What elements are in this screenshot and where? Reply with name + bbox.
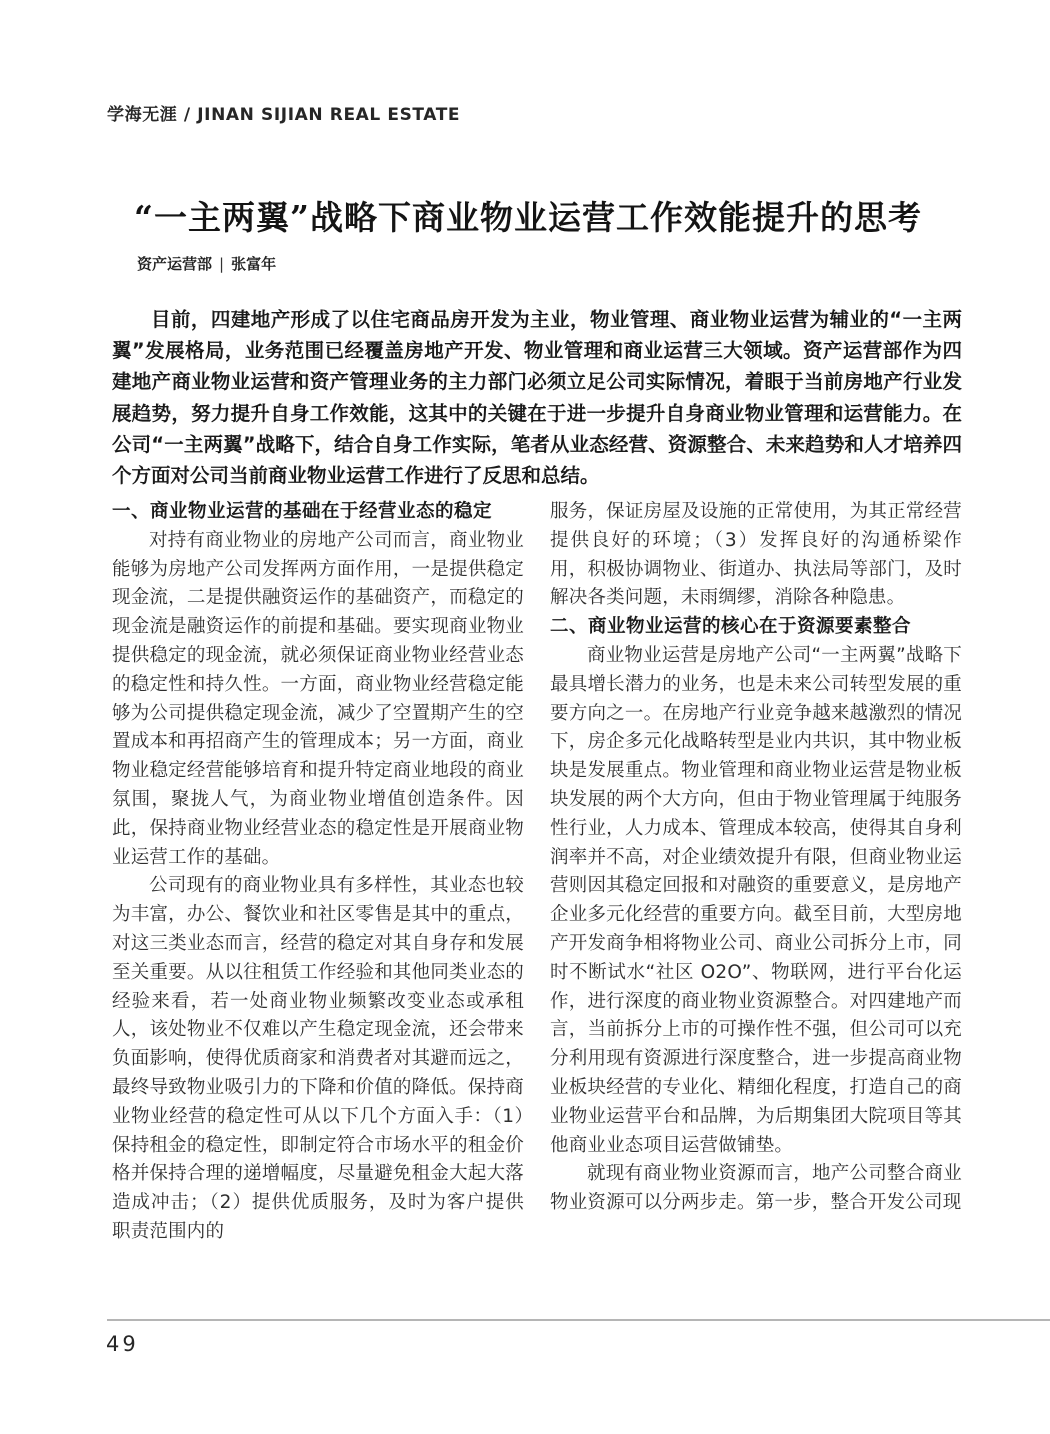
- page-number: 49: [106, 1332, 139, 1356]
- section-2-paragraph-1: 商业物业运营是房地产公司“一主两翼”战略下最具增长潜力的业务，也是未来公司转型发展的重要方向之一。在房地产行业竞争越来越激烈的情况下，房企多元化战略转型是业内共识，其中物业板块是发展重点。物业管理和商业物业运营是物业板块发展的两个大方向，但由于物业管理属于纯服务性行业，人力成本、管理成本较高，使得其自身利润率并不高，对企业绩效提升有限，但商业物业运营则因其稳定回报和对融资的重要意义，是房地产企业多元化经营的重要方向。截至目前，大型房地产开发商争相将物业公司、商业公司拆分上市，同时不断试水“社区 O2O”、物联网，进行平台化运作，进行深度的商业物业资源整合。对四建地产而言，当前拆分上市的可操作性不强，但公司可以充分利用现有资源进行深度整合，进一步提高商业物业板块经营的专业化、精细化程度，打造自己的商业物业运营平台和品牌，为后期集团大院项目等其他商业业态项目运营做铺垫。: [550, 644, 962, 1156]
- left-column: [112, 498, 524, 1247]
- byline-department: 资产运营部: [137, 255, 213, 273]
- section-1-heading: 一、商业物业运营的基础在于经营业态的稳定: [112, 501, 493, 522]
- section-1-paragraph-2: 公司现有的商业物业具有多样性，其业态也较为丰富，办公、餐饮业和社区零售是其中的重点，对这三类业态而言，经营的稳定对其自身存和发展至关重要。从以往租赁工作经验和其他同类业态的经验来看，若一处商业物业频繁改变业态或承租人，该处物业不仅难以产生稳定现金流，还会带来负面影响，使得优质商家和消费者对其避而远之，最终导致物业吸引力的下降和价值的降低。保持商业物业经营的稳定性可从以下几个方面入手：（1）保持租金的稳定性，即制定符合市场水平的租金价格并保持合理的递增幅度，尽量避免租金大起大落造成冲击；（2）提供优质服务，及时为客户提供职责范围内的: [112, 875, 524, 1242]
- article-abstract: 目前，四建地产形成了以住宅商品房开发为主业，物业管理、商业物业运营为辅业的“一主两翼”发展格局，业务范围已经覆盖房地产开发、物业管理和商业运营三大领域。资产运营部作为四建地产商业物业运营和资产管理业务的主力部门必须立足公司实际情况，着眼于当前房地产行业发展趋势，努力提升自身工作效能，这其中的关键在于进一步提升自身商业物业管理和运营能力。在公司“一主两翼”战略下，结合自身工作实际，笔者从业态经营、资源整合、未来趋势和人才培养四个方面对公司当前商业物业运营工作进行了反思和总结。: [112, 308, 962, 488]
- article-title: “一主两翼”战略下商业物业运营工作效能提升的思考: [134, 198, 922, 237]
- section-2-paragraph-2: 就现有商业物业资源而言，地产公司整合商业物业资源可以分两步走。第一步，整合开发公司现: [550, 1163, 962, 1214]
- right-column: [550, 498, 962, 1218]
- page-header: 学海无涯 / JINAN SIJIAN REAL ESTATE: [107, 105, 461, 125]
- article-byline: [137, 253, 276, 274]
- byline-author: 张富年: [231, 255, 277, 273]
- footer-rule: [107, 1319, 1050, 1321]
- byline-separator: |: [219, 255, 225, 273]
- section-1-paragraph-1: 对持有商业物业的房地产公司而言，商业物业能够为房地产公司发挥两方面作用，一是提供稳定现金流，二是提供融资运作的基础资产，而稳定的现金流是融资运作的前提和基础。要实现商业物业提供稳定的现金流，就必须保证商业物业经营业态的稳定性和持久性。一方面，商业物业经营稳定能够为公司提供稳定现金流，减少了空置期产生的空置成本和再招商产生的管理成本；另一方面，商业物业稳定经营能够培育和提升特定商业地段的商业氛围，聚拢人气，为商业物业增值创造条件。因此，保持商业物业经营业态的稳定性是开展商业物业运营工作的基础。: [112, 529, 524, 868]
- section-2-heading: 二、商业物业运营的核心在于资源要素整合: [550, 616, 912, 638]
- section-1-paragraph-2-continued: 服务，保证房屋及设施的正常使用，为其正常经营提供良好的环境；（3）发挥良好的沟通桥梁作用，积极协调物业、街道办、执法局等部门，及时解决各类问题，未雨绸缪，消除各种隐患。: [550, 501, 962, 609]
